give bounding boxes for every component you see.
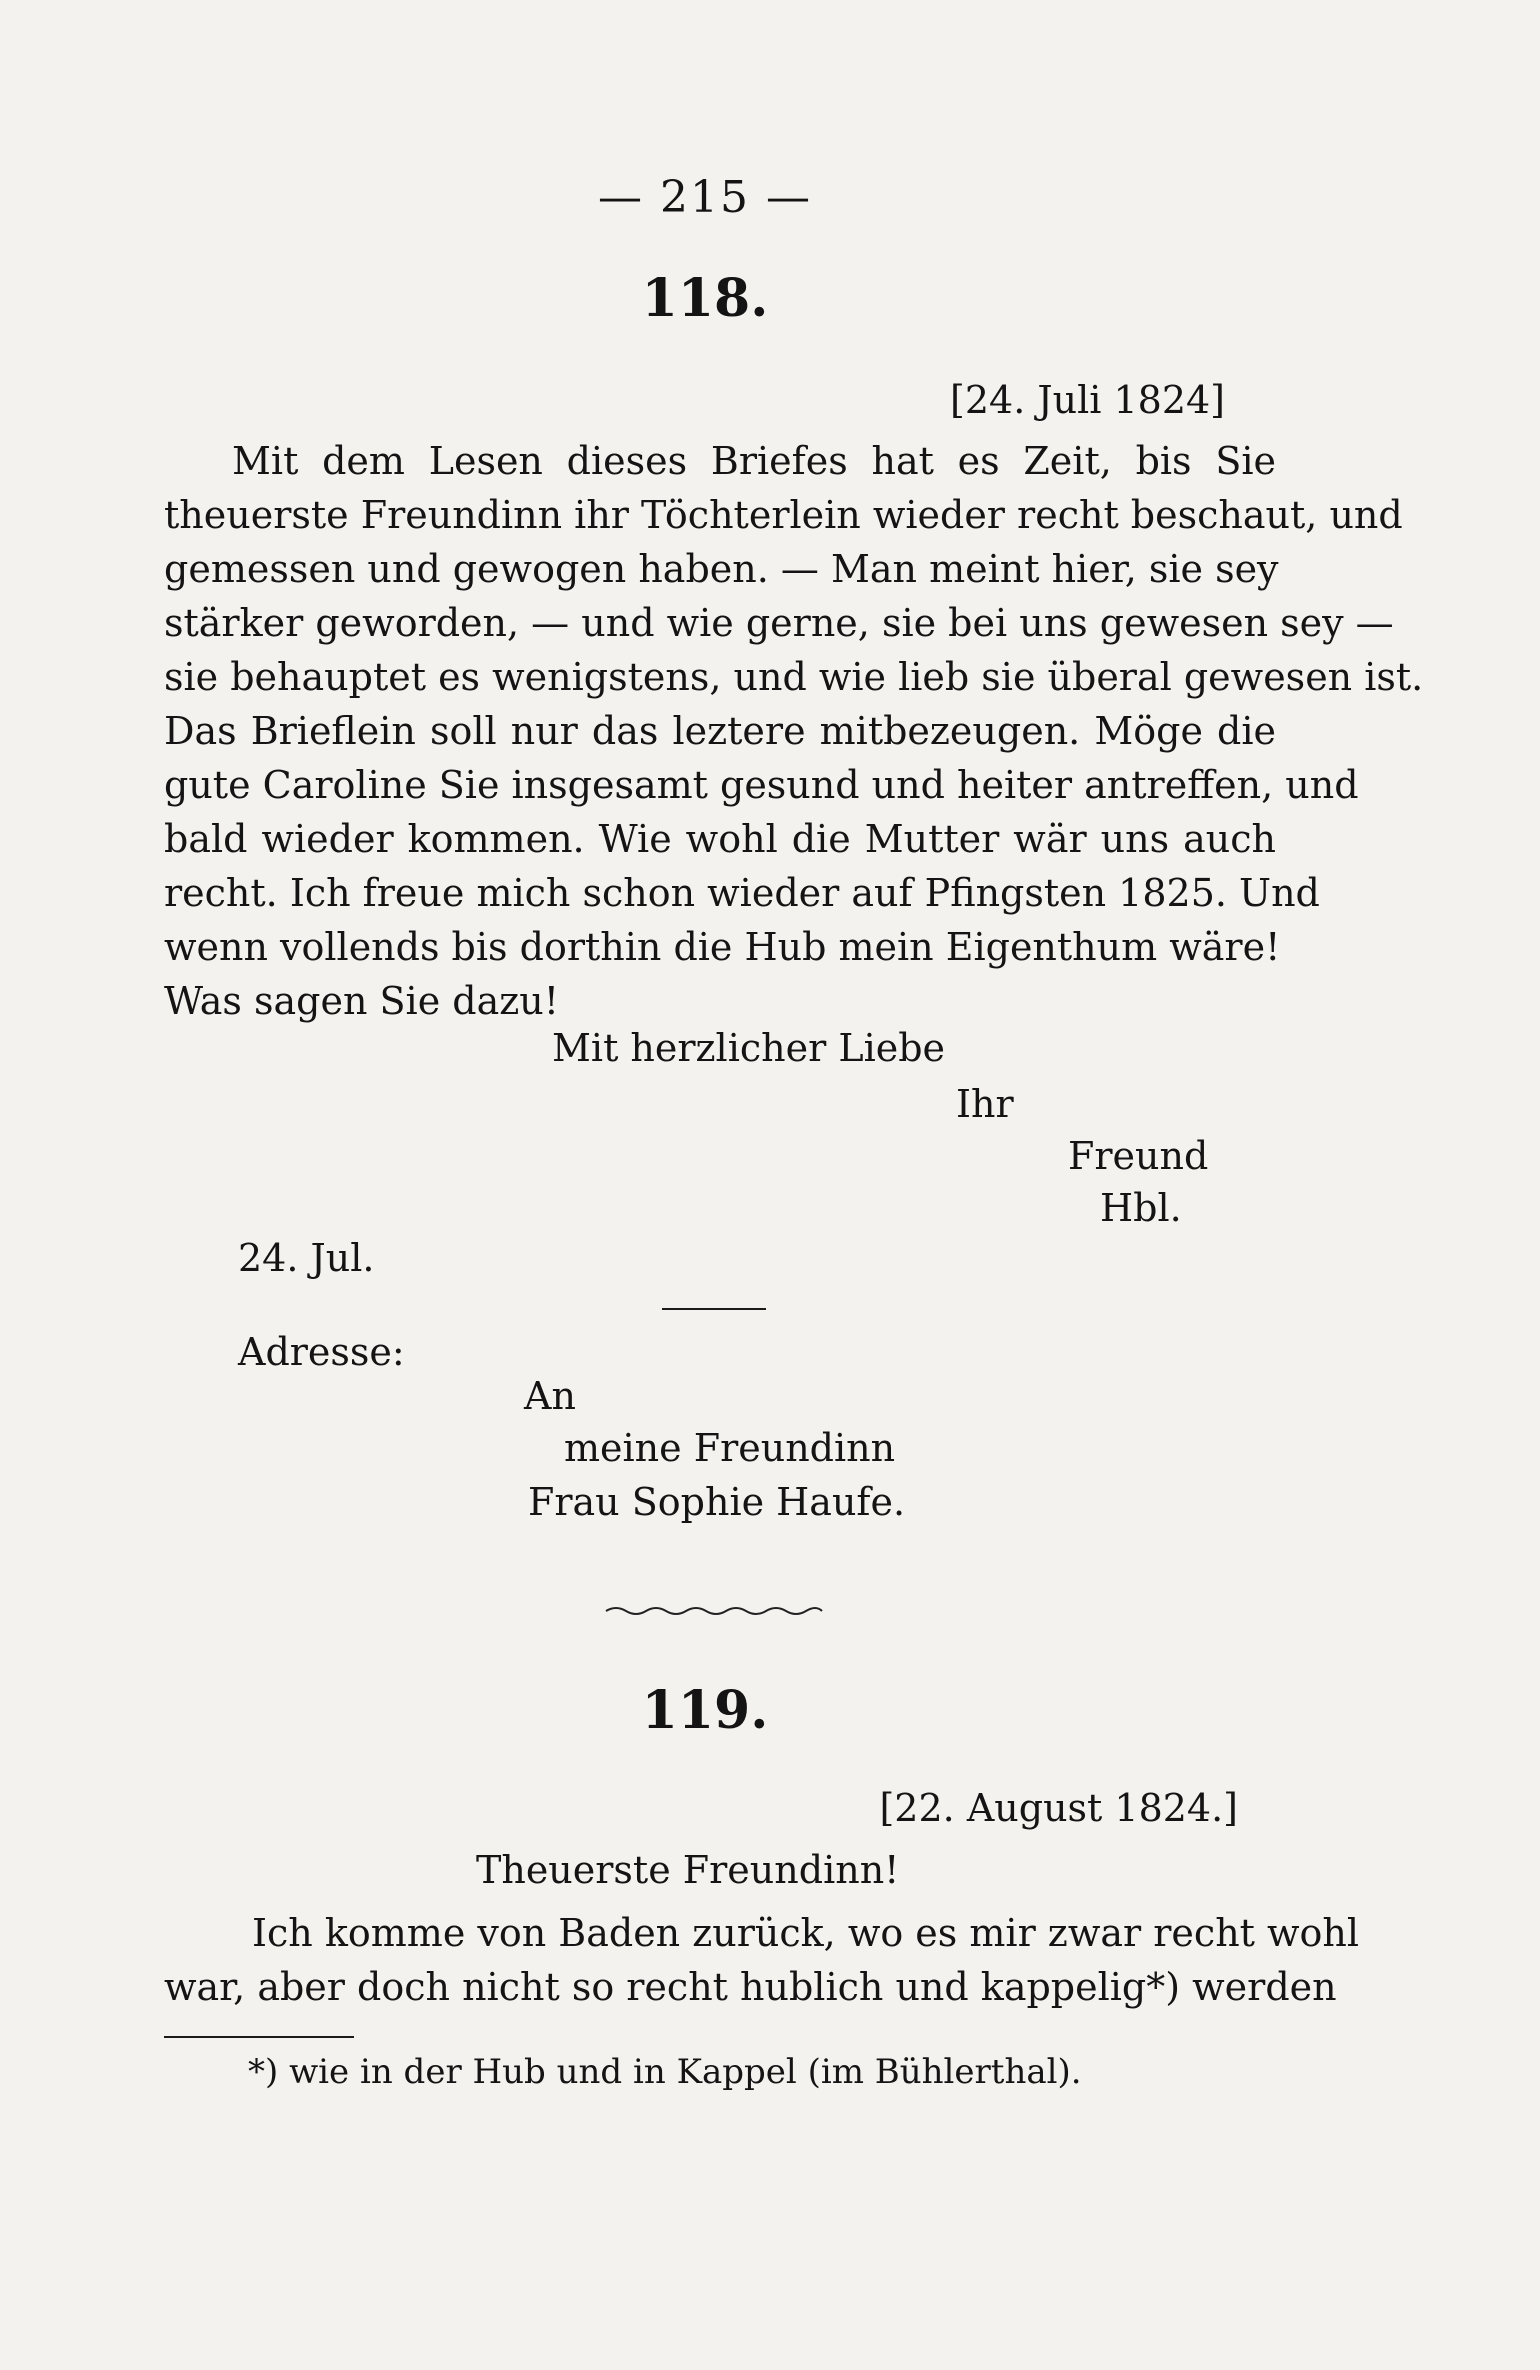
body-line: gute Caroline Sie insgesamt gesund und heiter antreffen, und (164, 763, 1359, 807)
letter-date-short: 24. Jul. (238, 1236, 375, 1280)
body-line: theuerste Freundinn ihr Töchterlein wieder recht beschaut, und (164, 493, 1403, 537)
body-line: stärker geworden, — und wie gerne, sie bei uns gewesen sey — (164, 601, 1394, 645)
address-line: meine Freundinn (564, 1426, 896, 1470)
body-line: recht. Ich freue mich schon wieder auf Pfingsten 1825. Und (164, 871, 1320, 915)
body-line: Ich komme von Baden zurück, wo es mir zwar recht wohl (252, 1911, 1360, 1955)
letter-number-119: 119. (641, 1680, 769, 1741)
address-line: Frau Sophie Haufe. (528, 1480, 906, 1524)
signature: Hbl. (1100, 1186, 1182, 1230)
body-line: Was sagen Sie dazu! (164, 979, 560, 1023)
letter-body-118 (164, 434, 1424, 1028)
wavy-separator (604, 1604, 824, 1618)
body-line: gemessen und gewogen haben. — Man meint hier, sie sey (164, 547, 1279, 591)
footnote-rule (164, 2036, 354, 2038)
closing-freund: Freund (1068, 1134, 1209, 1178)
letter-date-119: [22. August 1824.] (879, 1786, 1238, 1830)
body-line: wenn vollends bis dorthin die Hub mein Eigenthum wäre! (164, 925, 1281, 969)
letter-body-119 (164, 1906, 1360, 2014)
letter-date-118: [24. Juli 1824] (950, 378, 1225, 422)
body-line: Mit dem Lesen dieses Briefes hat es Zeit, bis Sie (232, 439, 1276, 483)
body-line: sie behauptet es wenigstens, und wie lieb sie überal gewesen ist. (164, 655, 1424, 699)
body-line: war, aber doch nicht so recht hublich und kappelig*) werden (164, 1965, 1337, 2009)
letter-number-118: 118. (641, 268, 769, 329)
divider-rule (662, 1308, 766, 1310)
body-line: bald wieder kommen. Wie wohl die Mutter wär uns auch (164, 817, 1276, 861)
closing-line: Mit herzlicher Liebe (552, 1026, 946, 1070)
page-number: — 215 — (598, 172, 812, 223)
address-line: An (524, 1374, 576, 1418)
footnote: *) wie in der Hub und in Kappel (im Bühlerthal). (248, 2052, 1082, 2092)
address-label: Adresse: (238, 1330, 405, 1374)
salutation: Theuerste Freundinn! (476, 1848, 900, 1892)
closing-ihr: Ihr (956, 1082, 1014, 1126)
body-line: Das Brieflein soll nur das leztere mitbezeugen. Möge die (164, 709, 1276, 753)
